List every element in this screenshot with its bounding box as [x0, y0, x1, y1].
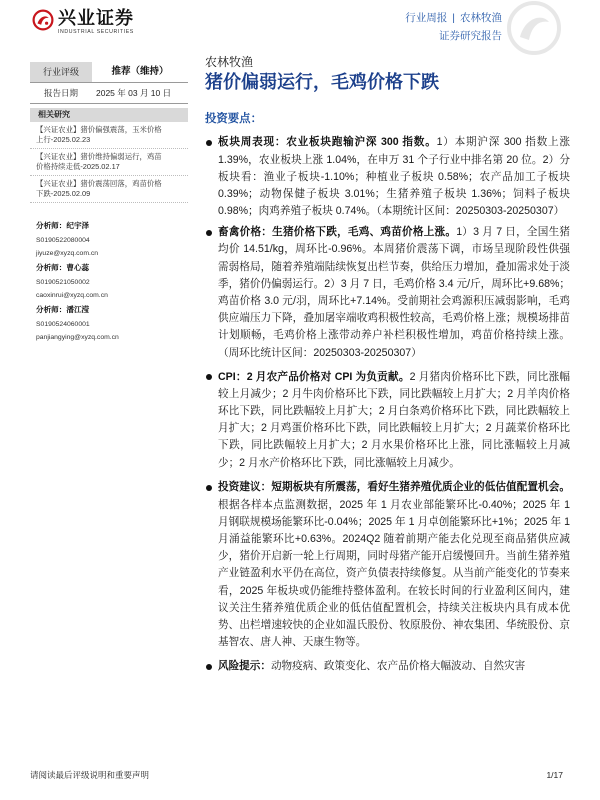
key-point-lead: 风险提示：: [218, 660, 271, 673]
analyst-card: [36, 303, 188, 344]
header-separator: |: [452, 12, 455, 24]
analyst-email: caoxinrui@xyzq.com.cn: [36, 292, 108, 299]
key-point-lead: 畜禽价格：生猪价格下跌，毛鸡、鸡苗价格上涨。: [218, 226, 457, 239]
analyst-email: jiyuze@xyzq.com.cn: [36, 250, 99, 257]
footer-disclaimer: 请阅读最后评级说明和重要声明: [30, 770, 150, 780]
key-point-body: 1）3 月 7 日，全国生猪均价 14.51/kg，周环比-0.96%。本周猪价震荡下调，市场呈现阶段性供强需弱格局，随着养殖端陆续恢复出栏节奏，供给压力增加，叠加需求处于淡季，猪价仍偏弱运行。2）3 月 7 日，毛鸡价格 3.4 元/斤，周环比+9.68%；鸡苗价格 3.0 元/羽，周环比+7.14%。受前期社会鸡源积压减弱影响，毛鸡供应端压力下降，叠加屠宰端收鸡积极性较高，毛鸡价格上涨；规模场排苗计划顺畅，毛鸡价格上涨带动养户补栏积极性增加，鸡苗价格持续上涨。（周环比统计区间：20250303-20250307）: [218, 226, 570, 359]
report-category: 农林牧渔: [205, 55, 254, 69]
key-point-body: 2 月猪肉价格环比下跌，同比涨幅较上月减少；2 月牛肉价格环比下跌，同比跌幅较上月扩大；2 月羊肉价格环比下跌，同比跌幅较上月扩大；2 月白条鸡价格环比下跌，同比跌幅较上月扩大；2 月鸡蛋价格环比下跌，同比跌幅较上月扩大；2 月蔬菜价格环比下跌，同比跌幅较上月扩大；2 月水果价格环比上涨，同比涨幅较上月减少；2 月水产价格环比下跌，同比涨幅较上月减少。: [218, 370, 570, 469]
key-point-cpi: [205, 369, 570, 472]
page-number: 1/17: [546, 770, 563, 780]
analyst-name-row: [36, 219, 188, 233]
analyst-label: 分析师：: [36, 221, 67, 230]
analyst-card: [36, 261, 188, 302]
analyst-license-id: S0190521050002: [36, 279, 90, 286]
report-header-info: [405, 11, 502, 43]
report-type-row: [405, 11, 502, 25]
key-point-body: 动物疫病、政策变化、农产品价格大幅波动、自然灾害: [270, 660, 526, 673]
rating-label: 行业评级: [30, 62, 92, 82]
bullet-icon: [206, 374, 212, 380]
key-points-heading: 投资要点：: [205, 113, 262, 125]
key-point-lead: CPI：2 月农产品价格对 CPI 为负贡献。: [218, 370, 410, 383]
related-research-item: 【兴证农业】猪价震荡回落，鸡苗价格下跌-2025.02.09: [30, 176, 188, 203]
analyst-list: [30, 219, 188, 344]
logo-wordmark: 兴业证券: [58, 8, 134, 28]
analyst-card: [36, 219, 188, 260]
related-research-item: 【兴证农业】猪价偏强震荡，玉米价格上行-2025.02.23: [30, 122, 188, 149]
rating-row: [30, 62, 188, 83]
analyst-name: 潘江滢: [66, 305, 90, 314]
key-point-lead: 投资建议：短期板块有所震荡，看好生猪养殖优质企业的低估值配置机会。: [218, 481, 570, 494]
report-date-row: [30, 83, 188, 104]
analyst-name: 纪宇泽: [66, 221, 90, 230]
report-class: 证券研究报告: [439, 30, 502, 42]
related-research-title: 相关研究: [30, 108, 188, 122]
logo-english-name: INDUSTRIAL SECURITIES: [58, 29, 134, 35]
key-points-list: [205, 134, 570, 675]
bullet-icon: [206, 664, 212, 670]
analyst-email: panjiangying@xyzq.com.cn: [36, 334, 119, 341]
analyst-label: 分析师：: [36, 305, 67, 314]
bullet-icon: [206, 485, 212, 491]
key-point-lead: 板块周表现：农业板块跑输沪深 300 指数。: [218, 136, 437, 149]
key-point-sector-performance: [205, 134, 570, 220]
bullet-icon: [206, 230, 212, 236]
key-point-body: 1）本期沪深 300 指数上涨 1.39%，农业板块上涨 1.04%，在申万 31 个子行业中排名第 20 位。2）分板块看：渔业子板块-1.10%；种植业子板块 0.58%；农产品加工子板块 0.39%；动物保健子板块 3.01%；生猪养殖子板块 1.36%；饲料子板块 0.98%；肉鸡养殖子板块 0.74%。（本期统计区间：20250303-20250307）: [218, 136, 571, 218]
analyst-name: 曹心蕊: [66, 263, 90, 272]
report-sector: 农林牧渔: [460, 12, 502, 24]
key-point-livestock-prices: [205, 224, 570, 362]
bullet-icon: [206, 140, 212, 146]
report-date-value: 2025 年 03 月 10 日: [96, 88, 172, 98]
key-point-investment-advice: [205, 479, 570, 651]
related-research-item: 【兴证农业】猪价维持偏弱运行，鸡苗价格持续走低-2025.02.17: [30, 149, 188, 176]
watermark-logo-icon: [496, 0, 572, 60]
analyst-name-row: [36, 261, 188, 275]
analyst-name-row: [36, 303, 188, 317]
logo-icon: [32, 9, 54, 31]
key-point-risk-warning: [205, 658, 570, 675]
analyst-license-id: S0190524060001: [36, 321, 90, 328]
report-type: 行业周报: [405, 12, 448, 24]
report-date-label: 报告日期: [43, 88, 78, 98]
key-point-body: 根据各样本点监测数据，2025 年 1 月农业部能繁环比-0.40%；2025 年 1 月钢联规模场能繁环比-0.04%；2025 年 1 月卓创能繁环比+1%；2025 年 1 月涌益能繁环比+0.63%。2024Q2 随着前期产能去化兑现至商品猪供应减少，猪价开启新一轮上行周期，同时母猪产能开启缓慢回升。当前生猪养殖产业链盈利水平仍在高位，资产负债表持续修复。从当前产能变化的节奏来看，2025 年板块或仍能维持整体盈利。在较长时间的行业盈利区间内，建议关注生猪养殖优质企业的低估值配置机会，持续关注板块内具有成本优势、出栏增速较快的企业如温氏股份、牧原股份、神农集团、华统股份、京基智农、唐人神、天康生物等。: [218, 498, 570, 649]
report-title: 猪价偏弱运行，毛鸡价格下跌: [205, 72, 439, 92]
analyst-license-id: S0190522080004: [36, 237, 90, 244]
analyst-label: 分析师：: [36, 263, 67, 272]
rating-value: 推荐（维持）: [111, 66, 169, 77]
sidebar: [30, 62, 188, 345]
